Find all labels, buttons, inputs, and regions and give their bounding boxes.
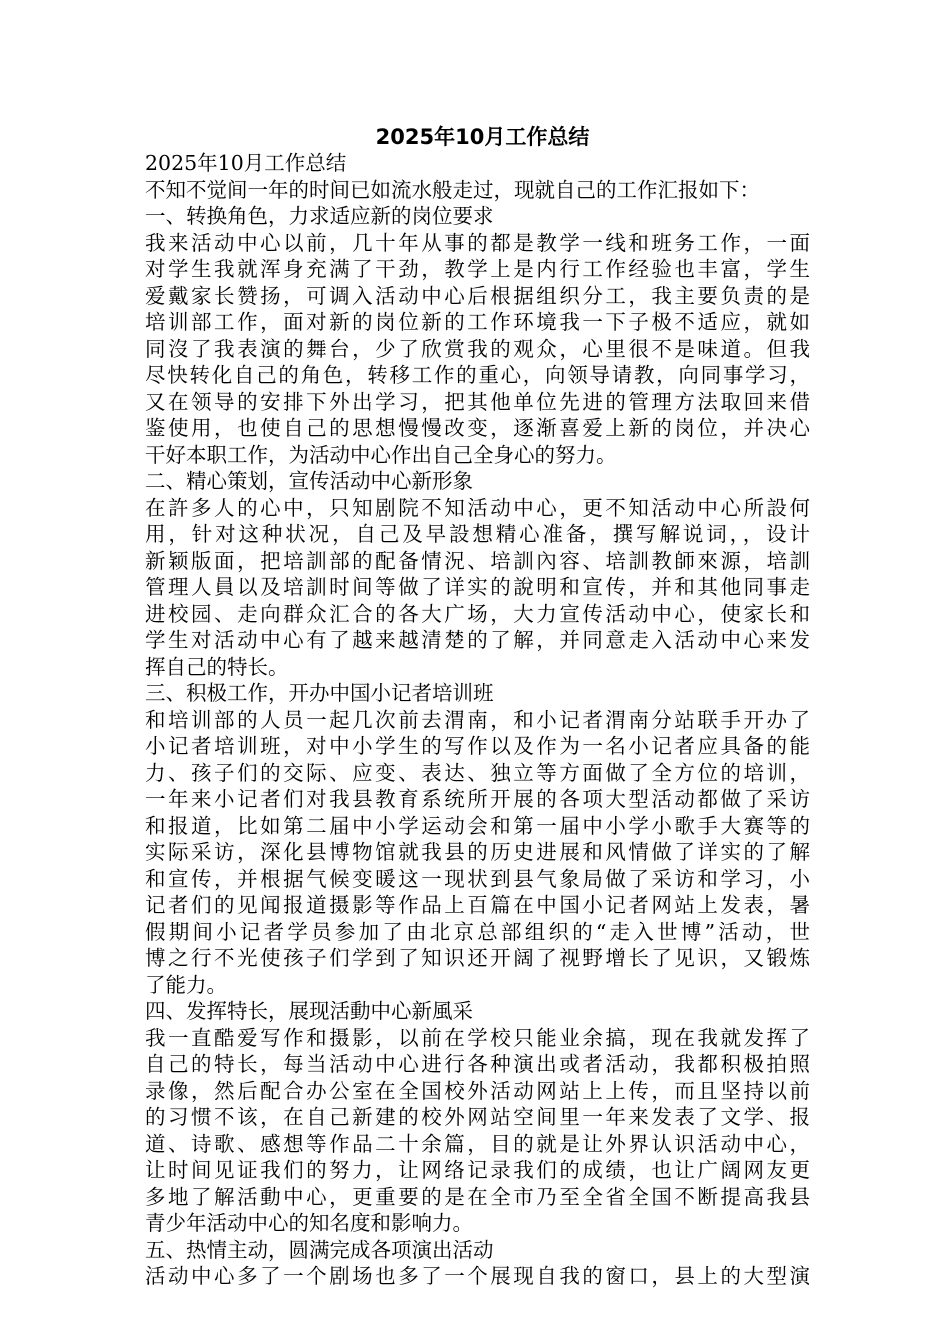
paragraph-line: 青少年活动中心的知名度和影响力。 <box>145 1211 473 1235</box>
paragraph-line: 道、诗歌、感想等作品二十余篇，目的就是让外界认识活动中心， <box>145 1131 810 1156</box>
section-paragraph <box>145 1025 810 1237</box>
paragraph-line: 尽快转化自己的角色，转移工作的重心，向领导请教，向同事学习， <box>145 363 810 387</box>
paragraph-line: 小记者培训班，对中小学生的写作以及作为一名小记者应具备的能 <box>145 734 810 758</box>
paragraph-line: 自己的特长，每当活动中心进行各种演出或者活动，我都积极拍照 <box>145 1052 810 1076</box>
paragraph-line: 一年来小记者们对我县教育系统所开展的各项大型活动都做了采访 <box>145 787 810 811</box>
paragraph-line: 假期间小记者学员参加了由北京总部组织的“走入世博”活动，世 <box>145 919 810 944</box>
document-title: 2025年10月工作总结 <box>375 125 590 149</box>
document-body <box>145 124 810 1290</box>
paragraph-line: 记者们的见闻报道摄影等作品上百篇在中国小记者网站上发表，暑 <box>145 893 810 917</box>
paragraph-line: 和培训部的人员一起几次前去渭南，和小记者渭南分站联手开办了 <box>145 707 810 732</box>
section-heading: 五、热情主动，圆满完成各项演出活动 <box>145 1237 494 1262</box>
paragraph-line: 多地了解活動中心，更重要的是在全市乃至全省全国不断提高我县 <box>145 1184 810 1209</box>
section-heading: 四、发挥特长，展现活動中心新風采 <box>145 999 473 1023</box>
paragraph-line: 博之行不光使孩子们学到了知识还开阔了视野增长了见识，又锻炼 <box>145 946 810 970</box>
section-paragraph <box>145 1263 810 1290</box>
paragraph-line: 力、孩子们的交际、应变、表达、独立等方面做了全方位的培训， <box>145 760 810 785</box>
intro-text: 不知不觉间一年的时间已如流水般走过，现就自己的工作汇报如下： <box>145 177 760 202</box>
section-heading: 二、精心策划，宣传活动中心新形象 <box>145 469 473 493</box>
paragraph-line: 管理人員以及培訓时间等做了详实的說明和宣传，并和其他同事走 <box>145 575 810 599</box>
paragraph-line: 和宣传，并根据气候变暖这一现状到县气象局做了采访和学习，小 <box>145 866 810 891</box>
paragraph-line: 和报道，比如第二届中小学运动会和第一届中小学小歌手大赛等的 <box>145 813 810 838</box>
section-paragraph <box>145 495 810 681</box>
paragraph-line: 同沒了我表演的舞台，少了欣赏我的观众，心里很不是味道。但我 <box>145 336 810 361</box>
paragraph-line: 录像，然后配合办公室在全国校外活动网站上上传，而且坚持以前 <box>145 1078 810 1103</box>
paragraph-line: 我来活动中心以前，几十年从事的都是教学一线和班务工作，一面 <box>145 230 810 255</box>
section-paragraph <box>145 230 810 469</box>
paragraph-line: 对学生我就浑身充满了干劲，教学上是内行工作经验也丰富，学生 <box>145 257 810 281</box>
paragraph-line: 在許多人的心中，只知剧院不知活动中心，更不知活动中心所設何 <box>145 495 810 520</box>
section-heading: 一、转换角色，力求适应新的岗位要求 <box>145 204 494 228</box>
document-subtitle: 2025年10月工作总结 <box>145 151 347 175</box>
paragraph-line: 进校园、走向群众汇合的各大广场，大力宣传活动中心，使家长和 <box>145 601 810 626</box>
paragraph-line: 爱戴家长赞扬，可调入活动中心后根据组织分工，我主要负责的是 <box>145 283 810 308</box>
section-heading: 三、积极工作，开办中国小记者培训班 <box>145 681 494 705</box>
paragraph-line: 挥自己的特长。 <box>145 654 289 679</box>
paragraph-line: 的习惯不该，在自己新建的校外网站空间里一年来发表了文学、报 <box>145 1105 810 1129</box>
paragraph-line: 我一直酷爱写作和摄影，以前在学校只能业余搞，现在我就发挥了 <box>145 1025 810 1050</box>
paragraph-line: 新颖版面，把培訓部的配备情況、培訓內容、培訓教師來源，培訓 <box>145 548 810 573</box>
paragraph-line: 实际采访，深化县博物馆就我县的历史进展和风情做了详实的了解 <box>145 840 810 864</box>
paragraph-line: 学生对活动中心有了越来越清楚的了解，并同意走入活动中心来发 <box>145 628 810 652</box>
paragraph-line: 培训部工作，面对新的岗位新的工作环境我一下子极不适应，就如 <box>145 310 810 334</box>
paragraph-line: 干好本职工作，为活动中心作出自己全身心的努力。 <box>145 442 617 467</box>
paragraph-line: 鉴使用，也使自己的思想慢慢改变，逐渐喜爱上新的岗位，并决心 <box>145 416 810 440</box>
paragraph-line: 又在领导的安排下外出学习，把其他单位先进的管理方法取回来借 <box>145 389 810 414</box>
paragraph-line: 让时间见证我们的努力，让网络记录我们的成绩，也让广阔网友更 <box>145 1158 810 1182</box>
paragraph-line: 活动中心多了一个剧场也多了一个展现自我的窗口，县上的大型演 <box>145 1264 810 1288</box>
paragraph-line: 用，针对这种状况，自己及早設想精心准备，撰写解说词，，设计 <box>145 522 810 546</box>
section-paragraph <box>145 707 810 999</box>
paragraph-line: 了能力。 <box>145 972 227 997</box>
